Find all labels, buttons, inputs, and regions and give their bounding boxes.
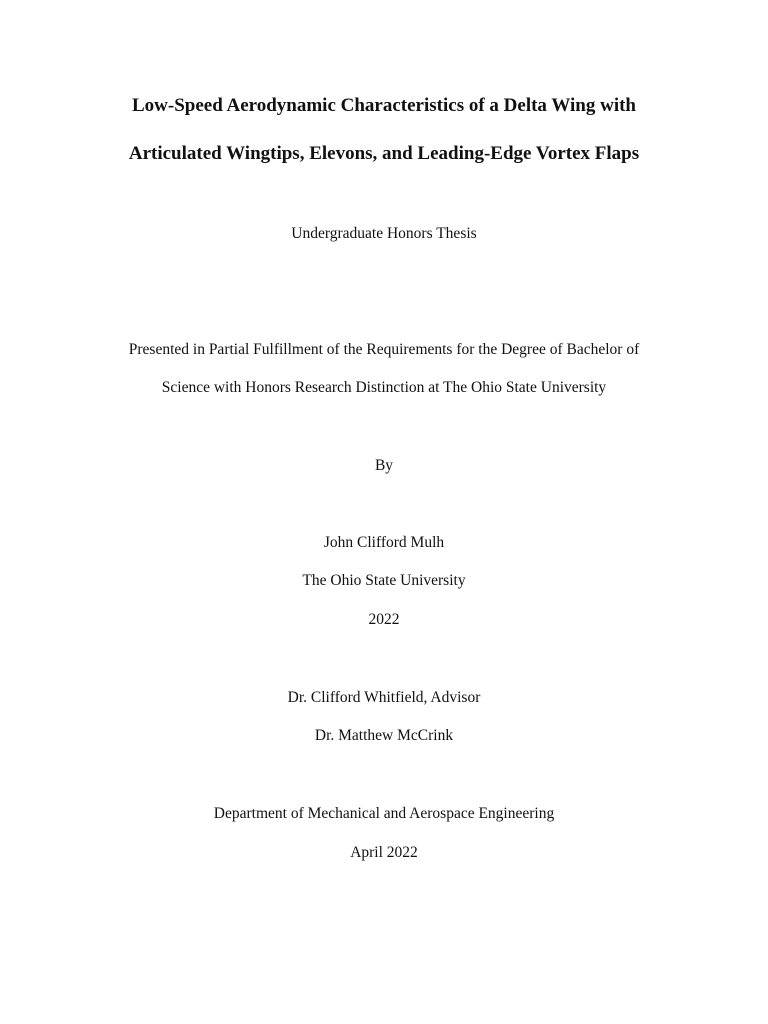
author-institution: The Ohio State University: [302, 572, 466, 589]
department: Department of Mechanical and Aerospace Engineering: [213, 805, 555, 822]
presented-statement-line-1: Presented in Partial Fulfillment of the Requirements for the Degree of Bachelor of: [128, 341, 640, 358]
committee-member: Dr. Matthew McCrink: [314, 727, 454, 744]
thesis-type: Undergraduate Honors Thesis: [291, 225, 477, 242]
thesis-title-line-1: Low-Speed Aerodynamic Characteristics of a Delta Wing with: [131, 95, 636, 116]
submission-date: April 2022: [350, 844, 418, 861]
author-name: John Clifford Mulh: [323, 534, 445, 551]
author-year: 2022: [368, 611, 400, 628]
by-label: By: [374, 457, 394, 474]
thesis-title-line-2: Articulated Wingtips, Elevons, and Leading-Edge Vortex Flaps: [128, 143, 640, 164]
advisor: Dr. Clifford Whitfield, Advisor: [287, 689, 481, 706]
presented-statement-line-2: Science with Honors Research Distinction at The Ohio State University: [161, 379, 607, 396]
